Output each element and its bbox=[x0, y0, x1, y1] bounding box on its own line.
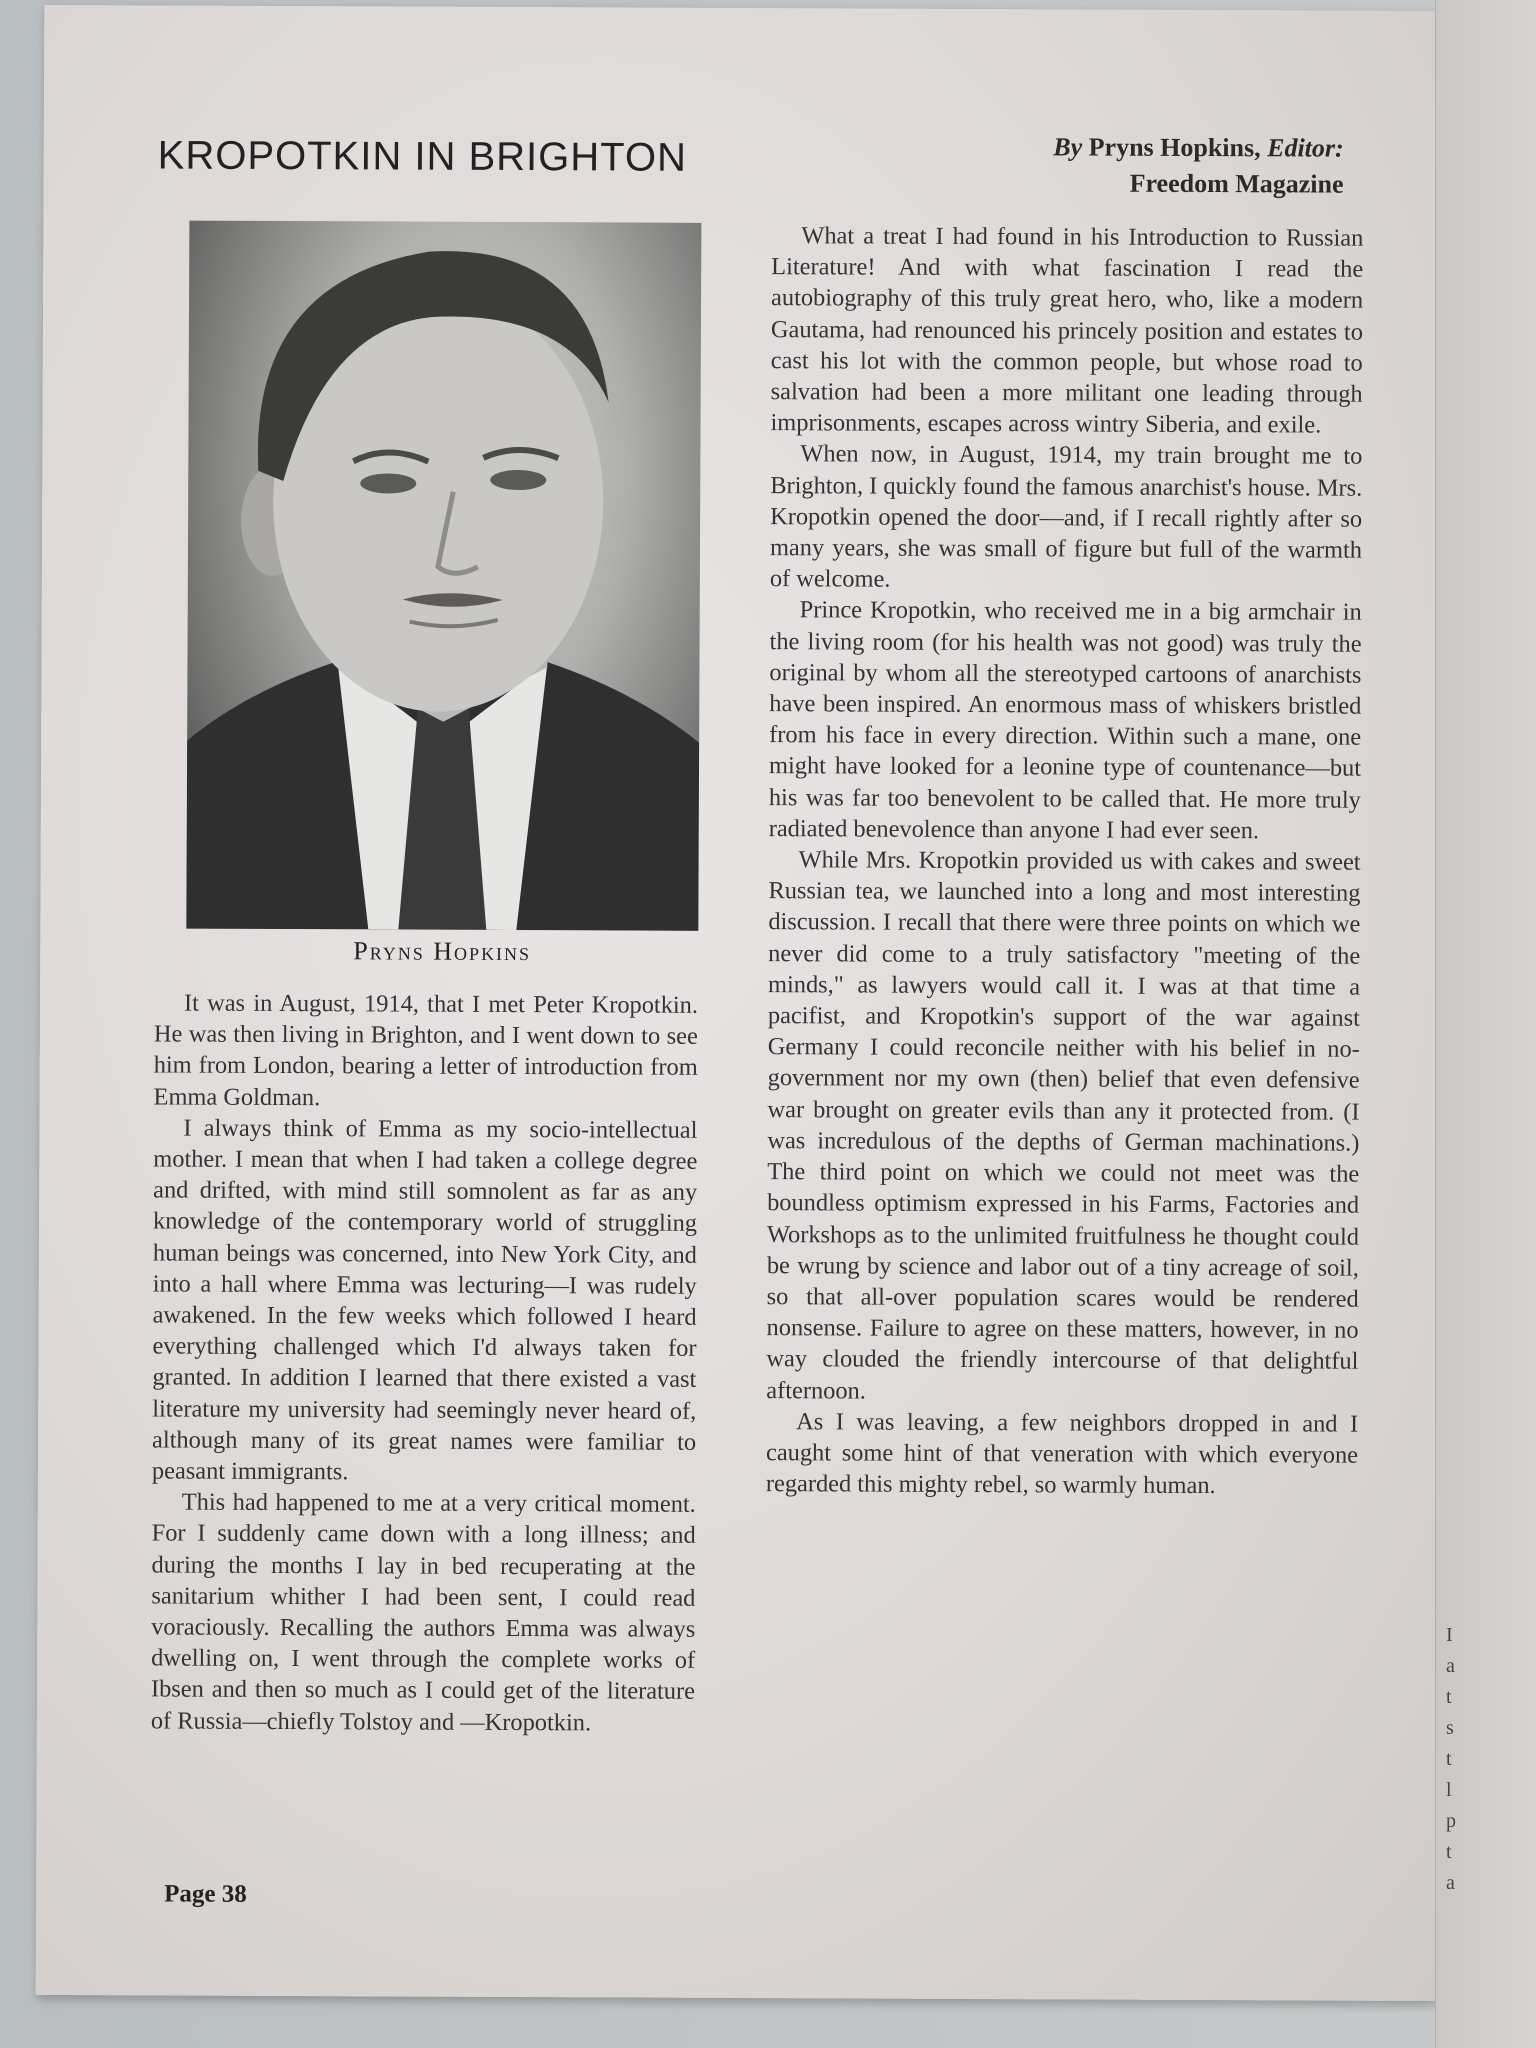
next-page-edge-letters: I a t s t l p t a bbox=[1446, 1624, 1456, 1894]
right-paragraph-4: While Mrs. Kropotkin provided us with cakes and sweet Russian tea, we launched into a long and most interesting discussion. I recall that there were three points on which we never did come to a truly satisfactory "meeting of the minds," as lawyers would call it. I was at that time a pacifist, and Kropotkin's support of the war against Germany I could reconcile neither with his belief in no-government nor my own (then) belief that even defensive war brought on greater evils than any it protected from. (I was incredulous of the depths of German machinations.) The third point on which we could not meet was the boundless optimism expressed in his Farms, Factories and Workshops as to the unlimited fruitfulness he thought could be wrung by science and labor out of a tiny acreage of soil, so that all-over population scares would be rendered nonsense. Failure to agree on these matters, however, in no way clouded the friendly intercourse of that delightful afternoon. bbox=[766, 846, 1361, 1405]
right-column bbox=[766, 220, 1364, 1502]
byline-name: Pryns Hopkins, bbox=[1088, 132, 1261, 163]
right-paragraph-1: What a treat I had found in his Introduction to Russian Literature! And with what fascination I read the autobiography of this truly great hero, who, like a modern Gautama, had renounced his princely position and estates to cast his lot with the common people, but whose road to salvation had been a more militant one leading through imprisonments, escapes across wintry Siberia, and exile. bbox=[770, 222, 1364, 439]
magazine-page bbox=[36, 5, 1445, 2001]
byline-role: Editor: bbox=[1267, 133, 1344, 163]
portrait-illustration bbox=[186, 221, 701, 931]
left-paragraph-2: I always think of Emma as my socio-intellectual mother. I mean that when I had taken a college degree and drifted, with mind still somnolent as far as any knowledge of the contemporary world of struggling human beings was concerned, into New York City, and into a hall where Emma was lecturing—I was rudely awakened. In the few weeks which followed I heard everything challenged which I'd always taken for granted. In addition I learned that there existed a vast literature my university had seemingly never heard of, although many of its great names were familiar to peasant immigrants. bbox=[151, 1114, 698, 1486]
right-paragraph-3: Prince Kropotkin, who received me in a big armchair in the living room (for his health was not good) was truly the original by whom all the stereotyped cartoons of anarchists have been inspired. An enormous mass of whiskers bristled from his face in every direction. Within such a mane, one might have looked for a leonine type of countenance—but his was far too benevolent to be called that. He more truly radiated benevolence than anyone I had ever seen. bbox=[768, 596, 1362, 845]
next-page-edge bbox=[1435, 0, 1536, 2048]
left-column bbox=[151, 987, 698, 1738]
byline bbox=[1053, 129, 1344, 202]
left-paragraph-3: This had happened to me at a very critical moment. For I suddenly came down with a long illness; and during the months I lay in bed recuperating at the sanitarium whither I had been sent, I could read voraciously. Recalling the authors Emma was always dwelling on, I went through the complete works of Ibsen and then so much as I could get of the literature of Russia—chiefly Tolstoy and —Kropotkin. bbox=[150, 1488, 696, 1737]
article-title: KROPOTKIN IN BRIGHTON bbox=[157, 133, 687, 180]
right-paragraph-5: As I was leaving, a few neighbors dropped in and I caught some hint of that veneration with which everyone regarded this mighty rebel, so warmly human. bbox=[765, 1407, 1359, 1500]
byline-by: By bbox=[1053, 132, 1083, 162]
page-number: Page 38 bbox=[164, 1880, 247, 1908]
photo-caption: Pryns Hopkins bbox=[353, 936, 532, 967]
byline-publication: Freedom Magazine bbox=[1129, 168, 1344, 199]
author-portrait-photo bbox=[186, 221, 701, 931]
right-paragraph-2: When now, in August, 1914, my train brought me to Brighton, I quickly found the famous anarchist's house. Mrs. Kropotkin opened the door—and, if I recall rightly after so many years, she was small of figure but full of the warmth of welcome. bbox=[769, 440, 1363, 593]
left-paragraph-1: It was in August, 1914, that I met Peter Kropotkin. He was then living in Brighton, and I went down to see him from London, bearing a letter of introduction from Emma Goldman. bbox=[153, 989, 699, 1111]
